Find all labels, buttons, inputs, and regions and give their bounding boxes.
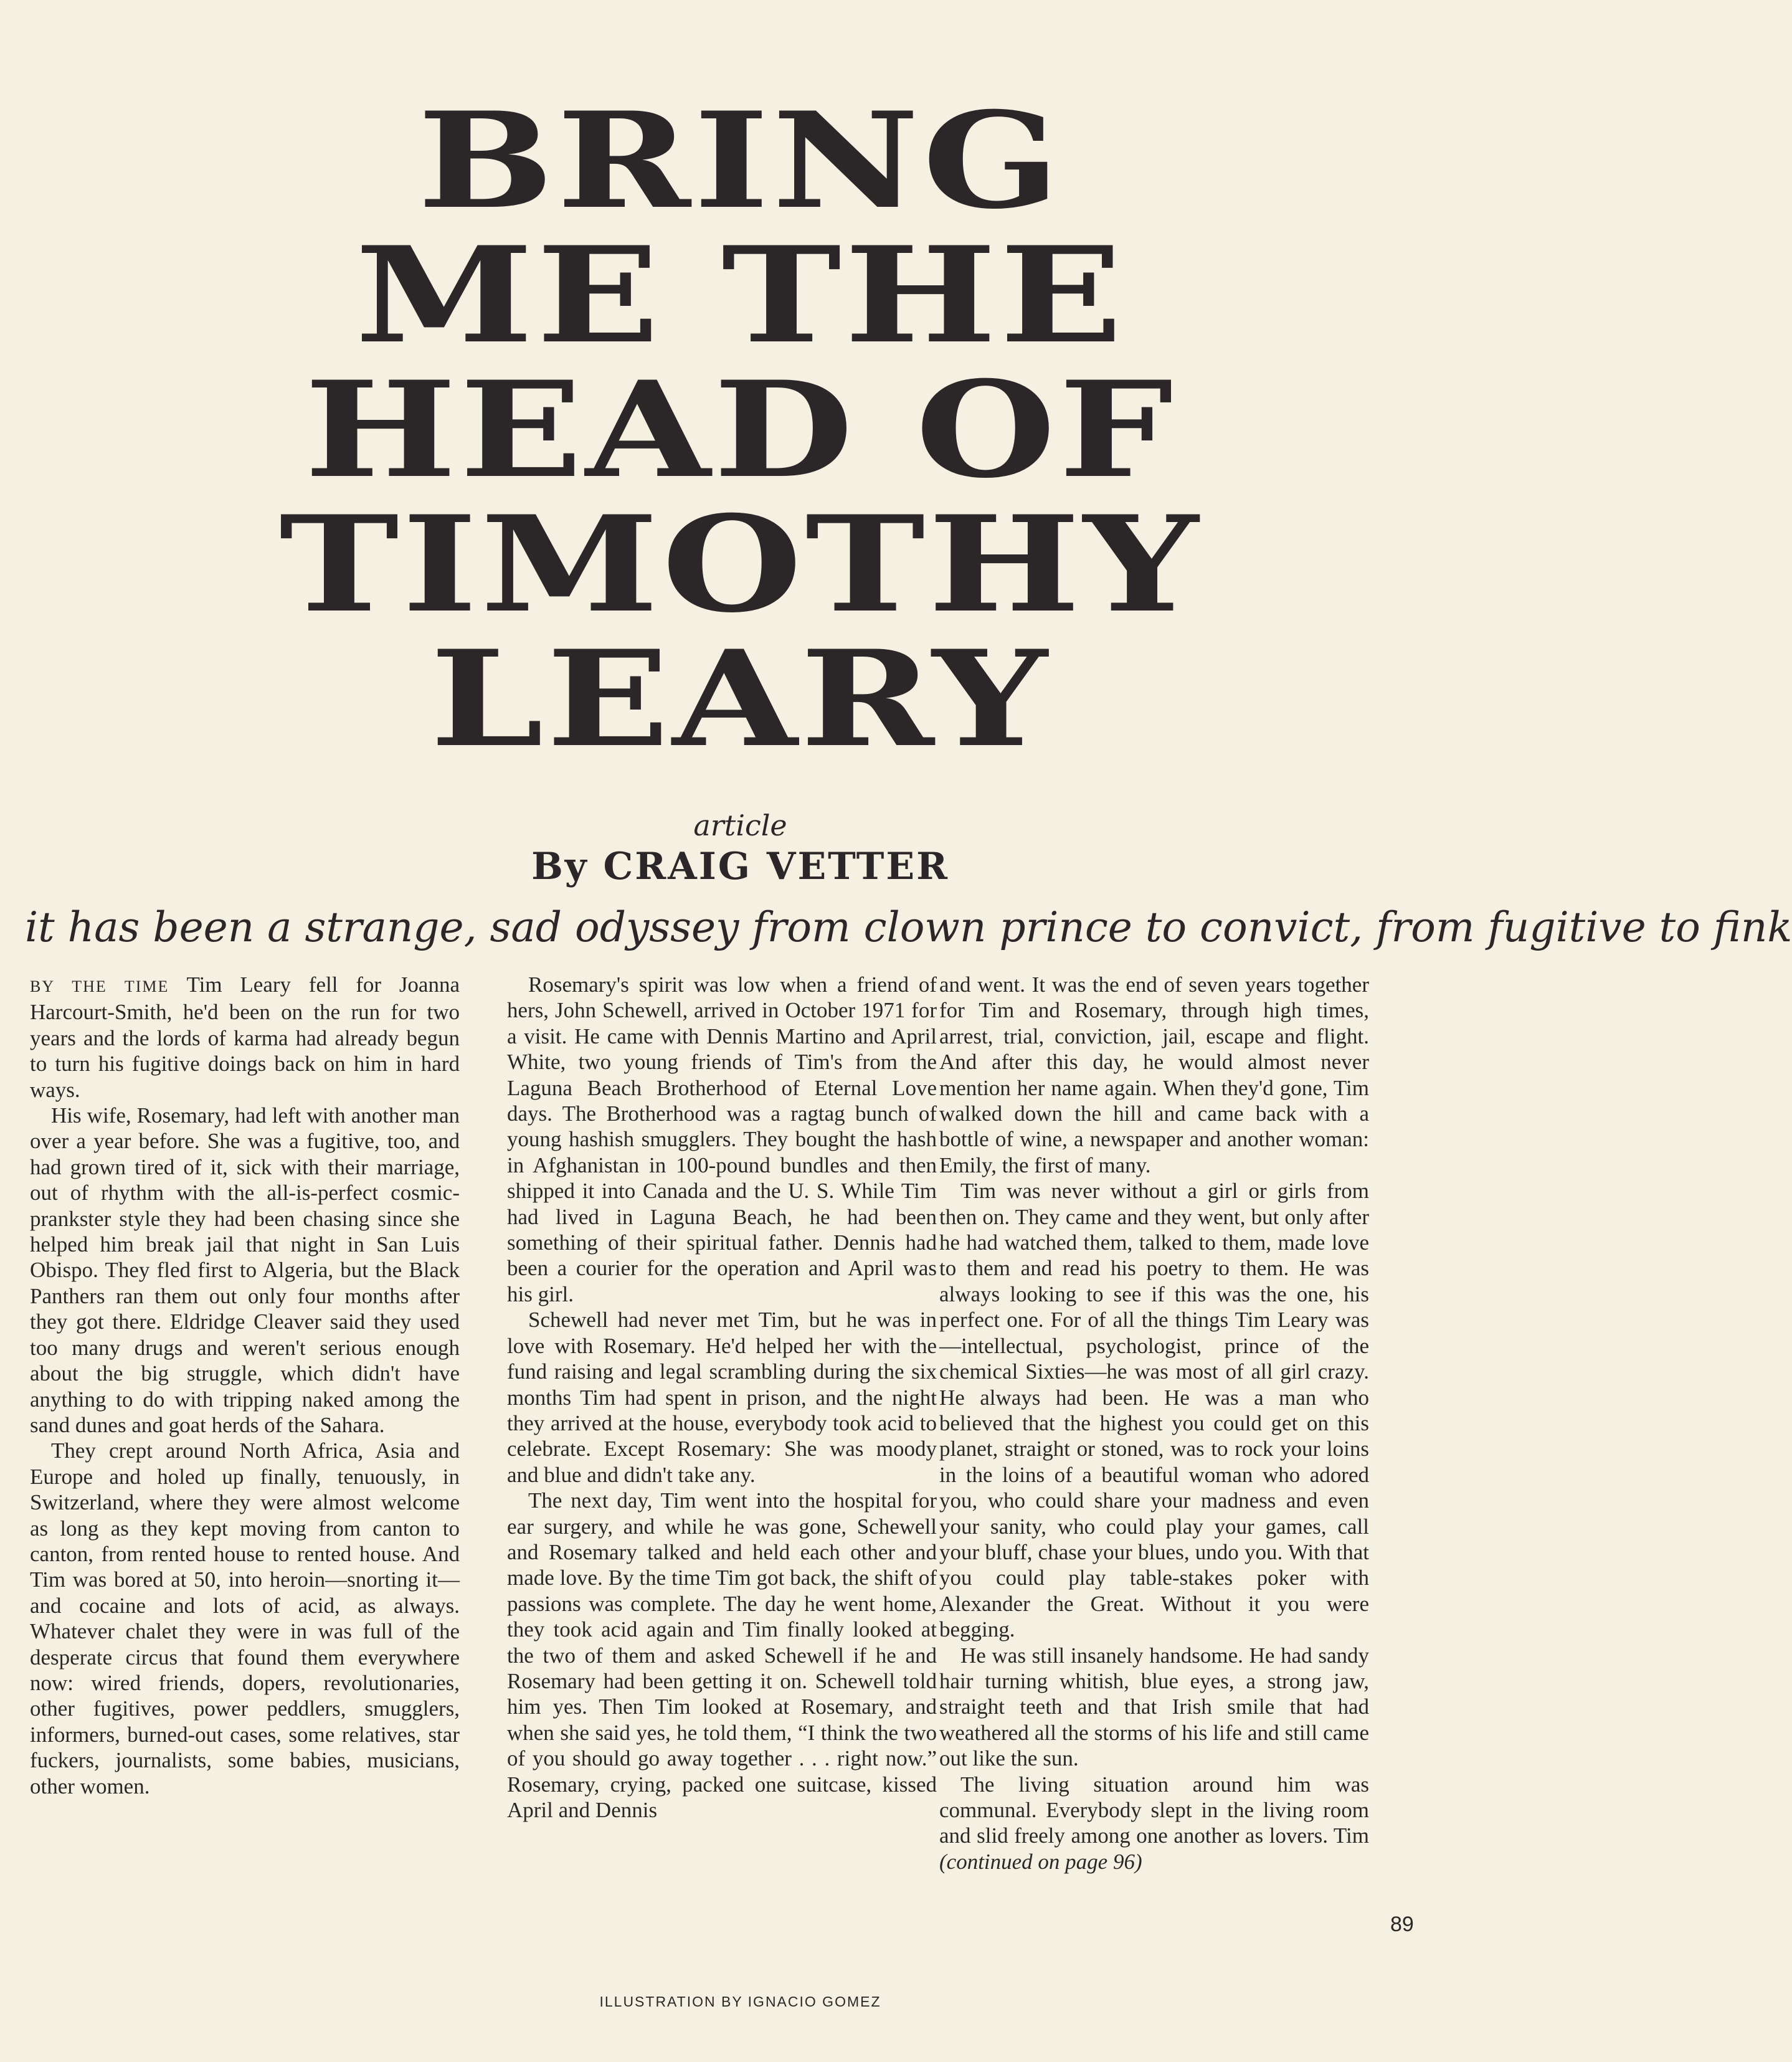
paragraph: The next day, Tim went into the hospital for ear surgery, and while he was gone, Schewell and Rosemary talked and held each other and made love. By the time Tim got back, the shift of passions was complete. The day he went home, they took acid again and Tim finally looked at the two of them and asked Schewell if he and Rosemary had been getting it on. Schewell told him yes. Then Tim looked at Rosemary, and when she said yes, he told them, “I think the two of you should go away together . . . right now.” Rosemary, crying, packed one suitcase, kissed April and Dennis	[507, 1488, 937, 1822]
paragraph: His wife, Rosemary, had left with another man over a year before. She was a fugitive, too, and had grown tired of it, sick with their marriage, out of rhythm with the all-is-perfect cosmic-prankster style they had been chasing since she helped him break jail that night in San Luis Obispo. They fled first to Algeria, but the Black Panthers ran them out only four months after they got there. Eldridge Cleaver said they used too many drugs and weren't serious enough about the big struggle, which didn't have anything to do with tripping naked among the sand dunes and goat herds of the Sahara.	[30, 1103, 460, 1437]
paragraph: Schewell had never met Tim, but he was in love with Rosemary. He'd helped her with the fund raising and legal scrambling during the six months Tim had spent in prison, and the night they arrived at the house, everybody took acid to celebrate. Except Rosemary: She was moody and blue and didn't take any.	[507, 1308, 937, 1487]
headline-line-2: ME THE	[355, 217, 1126, 373]
page-number: 89	[1390, 1912, 1414, 1936]
headline-line-5: LEARY	[430, 621, 1051, 776]
headline	[0, 83, 1643, 776]
paragraph: Rosemary's spirit was low when a friend of hers, John Schewell, arrived in October 1971 for a visit. He came with Dennis Martino and April White, two young friends of Tim's from the Laguna Beach Brotherhood of Eternal Love days. The Brotherhood was a ragtag bunch of young hashish smugglers. They bought the hash in Afghanistan in 100-pound bundles and then shipped it into Canada and the U. S. While Tim had lived in Laguna Beach, he had been something of their spiritual father. Dennis had been a courier for the operation and April was his girl.	[507, 972, 937, 1306]
headline-line-4: TIMOTHY	[279, 487, 1202, 642]
headline-line-1: BRING	[417, 83, 1063, 238]
headline-line-3: HEAD OF	[304, 352, 1177, 507]
body-column-1	[30, 972, 460, 1799]
kicker: article	[693, 809, 787, 842]
paragraph: They crept around North Africa, Asia and Europe and holed up finally, tenuously, in Switzerland, where they were almost welcome as long as they kept moving from canton to canton, from rented house to rented house. And Tim was bored at 50, into heroin—snorting it—and cocaine and lots of acid, as always. Whatever chalet they were in was full of the desperate circus that found them everywhere now: wired friends, dopers, revolutionaries, other fugitives, power peddlers, smugglers, informers, burned-out cases, some relatives, star fuckers, journalists, some babies, musicians, other women.	[30, 1438, 460, 1798]
paragraph	[939, 1772, 1369, 1875]
illustration-credit: ILLUSTRATION BY IGNACIO GOMEZ	[599, 1993, 881, 2010]
lead-in: BY THE TIME	[30, 977, 169, 995]
continuation-note: (continued on page 96)	[939, 1849, 1142, 1874]
paragraph: Tim was never without a girl or girls from then on. They came and they went, but only after he had watched them, talked to them, made love to them and read his poetry to them. He was always looking to see if this was the one, his perfect one. For of all the things Tim Leary was—intellectual, psychologist, prince of the chemical Sixties—he was most of all girl crazy. He always had been. He was a man who believed that the highest you could get on this planet, straight or stoned, was to rock your loins in the loins of a beautiful woman who adored you, who could share your madness and even your sanity, who could play your games, call your bluff, chase your blues, undo you. With that you could play table-stakes poker with Alexander the Great. Without it you were begging.	[939, 1179, 1369, 1642]
paragraph-text: Tim Leary fell for Joanna Harcourt-Smith, he'd been on the run for two years and the lords of karma had already begun to turn his fugitive doings back on him in hard ways.	[30, 972, 460, 1102]
deck: it has been a strange, sad odyssey from clown prince to convict, from fugitive to fink	[25, 903, 1792, 951]
body-column-2	[507, 972, 937, 1823]
body-column-3	[939, 972, 1369, 1874]
paragraph	[30, 972, 460, 1103]
paragraph-text: The living situation around him was communal. Everybody slept in the living room and slid freely among one another as lovers. Tim	[939, 1772, 1369, 1848]
paragraph: He was still insanely handsome. He had sandy hair turning whitish, blue eyes, a strong jaw, straight teeth and that Irish smile that had weathered all the storms of his life and still came out like the sun.	[939, 1643, 1369, 1771]
byline: By CRAIG VETTER	[531, 845, 949, 888]
paragraph: and went. It was the end of seven years together for Tim and Rosemary, through high times, arrest, trial, conviction, jail, escape and flight. And after this day, he would almost never mention her name again. When they'd gone, Tim walked down the hill and came back with a bottle of wine, a newspaper and another woman: Emily, the first of many.	[939, 972, 1369, 1177]
